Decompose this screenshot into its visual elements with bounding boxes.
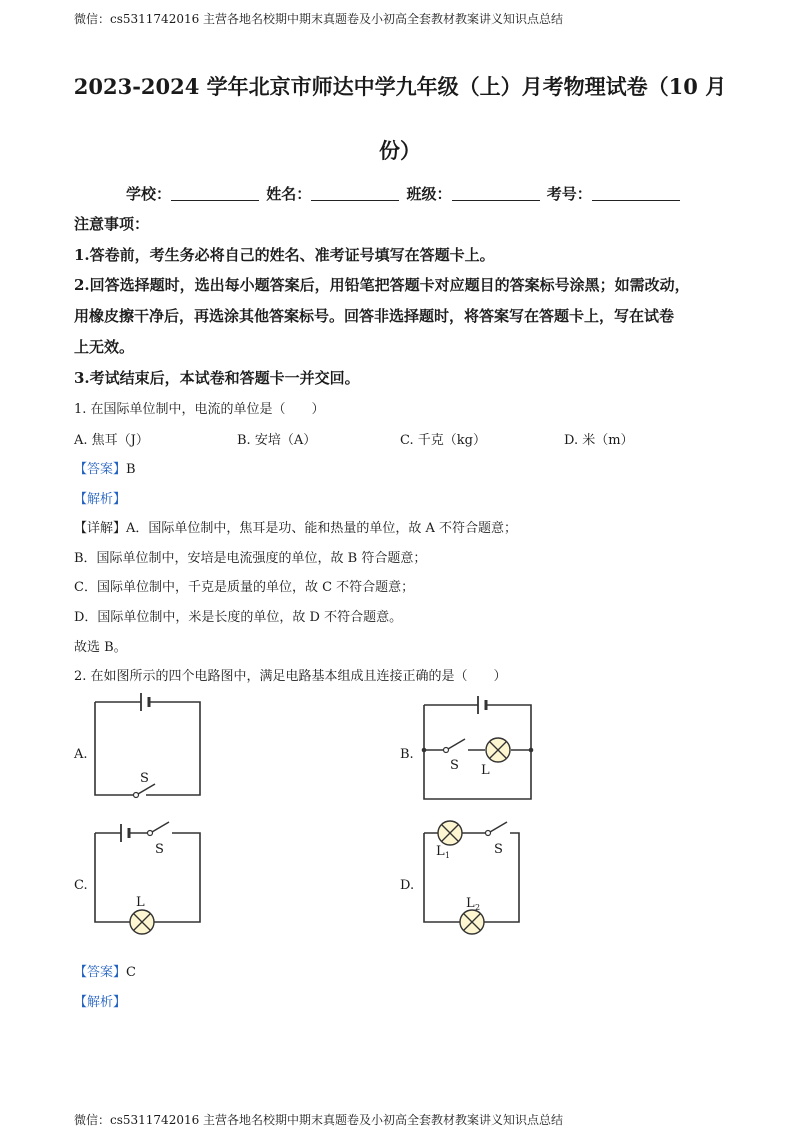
q2-answer bbox=[74, 961, 136, 980]
q1-detail-b: B．国际单位制中，安培是电流强度的单位，故 B 符合题意； bbox=[74, 551, 427, 566]
q1-option-a: A. 焦耳（J） bbox=[74, 433, 149, 448]
page-title-line2: 份） bbox=[379, 138, 421, 163]
q1-answer-value: B bbox=[126, 462, 136, 477]
circuit-b-label: B. bbox=[400, 747, 414, 762]
circuit-b-node-left bbox=[422, 748, 427, 753]
circuit-c-l-label: L bbox=[136, 895, 145, 910]
school-label: 学校： bbox=[126, 185, 172, 203]
circuit-d-l2-sub: 2 bbox=[475, 903, 481, 912]
q1-detail-tag: 【详解】 bbox=[74, 521, 127, 536]
circuit-c-s-label: S bbox=[155, 842, 164, 857]
q2-answer-tag: 【答案】 bbox=[74, 965, 127, 980]
circuit-c-switch-blade bbox=[152, 822, 169, 832]
circuit-b-switch-pivot bbox=[444, 748, 449, 753]
q1-stem: 1. 在国际单位制中，电流的单位是（ ） bbox=[74, 402, 325, 417]
circuit-d-l1-label: L bbox=[436, 844, 445, 859]
circuit-b-outer-wires bbox=[424, 705, 531, 799]
circuit-b-s-label: S bbox=[450, 758, 459, 773]
notice-item-3: 3.考试结束后，本试卷和答题卡一并交回。 bbox=[74, 369, 360, 387]
circuit-b bbox=[400, 696, 533, 799]
notice-item-2-line3: 上无效。 bbox=[74, 338, 135, 356]
circuit-b-switch-blade bbox=[448, 739, 465, 749]
circuit-a-switch-pivot bbox=[134, 793, 139, 798]
notice-item-2-line1: 2.回答选择题时，选出每小题答案后，用铅笔把答题卡对应题目的答案标号涂黑；如需改动， bbox=[74, 276, 690, 294]
circuit-a bbox=[73, 693, 200, 798]
circuit-b-l-label: L bbox=[481, 763, 490, 778]
q1-detail-a-text: A．国际单位制中，焦耳是功、能和热量的单位，故 A 不符合题意； bbox=[126, 521, 518, 536]
circuit-c-label: C. bbox=[74, 878, 88, 893]
notice-heading: 注意事项： bbox=[74, 215, 150, 233]
footer-watermark: 微信：cs5311742016 主营各地名校期中期末真题卷及小初高全套教材教案讲义知识点总结 bbox=[74, 1113, 564, 1127]
circuit-a-wires-left bbox=[95, 702, 133, 795]
circuit-c bbox=[74, 822, 200, 934]
circuit-d-s-label: S bbox=[494, 842, 503, 857]
q1-conclusion: 故选 B。 bbox=[74, 640, 127, 655]
q1-analysis-tag: 【解析】 bbox=[74, 492, 127, 507]
circuit-a-label: A. bbox=[74, 747, 88, 762]
exam-no-label: 考号： bbox=[546, 185, 592, 203]
notice-item-2-line2: 用橡皮擦干净后，再选涂其他答案标号。回答非选择题时，将答案写在答题卡上，写在试卷 bbox=[74, 307, 675, 325]
q2-answer-value: C bbox=[126, 965, 136, 980]
circuit-d-l2-label: L bbox=[466, 896, 475, 911]
circuit-c-switch-pivot bbox=[148, 831, 153, 836]
circuit-a-s-label: S bbox=[140, 771, 149, 786]
circuit-c-wires bbox=[95, 833, 200, 922]
class-label: 班级： bbox=[406, 185, 452, 203]
q1-answer-tag: 【答案】 bbox=[74, 462, 127, 477]
header-watermark: 微信：cs5311742016 主营各地名校期中期末真题卷及小初高全套教材教案讲义知识点总结 bbox=[74, 12, 564, 26]
circuit-d-switch-blade bbox=[490, 822, 507, 832]
q1-option-b: B. 安培（A） bbox=[237, 433, 317, 448]
name-label: 姓名： bbox=[266, 185, 312, 203]
circuit-d-label: D. bbox=[400, 878, 415, 893]
circuit-d-switch-pivot bbox=[486, 831, 491, 836]
q2-analysis-tag: 【解析】 bbox=[74, 995, 127, 1010]
q1-option-d: D. 米（m） bbox=[564, 433, 634, 448]
q2-stem: 2. 在如图所示的四个电路图中，满足电路基本组成且连接正确的是（ ） bbox=[74, 669, 507, 684]
q1-detail-d: D．国际单位制中，米是长度的单位，故 D 不符合题意。 bbox=[74, 610, 403, 625]
circuit-b-node-right bbox=[529, 748, 534, 753]
q1-option-c: C. 千克（kg） bbox=[400, 433, 486, 448]
circuit-d bbox=[400, 821, 519, 934]
circuit-d-l1-sub: 1 bbox=[445, 851, 451, 860]
notice-item-1: 1.答卷前，考生务必将自己的姓名、准考证号填写在答题卡上。 bbox=[74, 246, 495, 264]
page-title-line1: 2023-2024 学年北京市师达中学九年级（上）月考物理试卷（10 月 bbox=[73, 74, 727, 99]
q1-detail-c: C．国际单位制中，千克是质量的单位，故 C 不符合题意； bbox=[74, 580, 415, 595]
